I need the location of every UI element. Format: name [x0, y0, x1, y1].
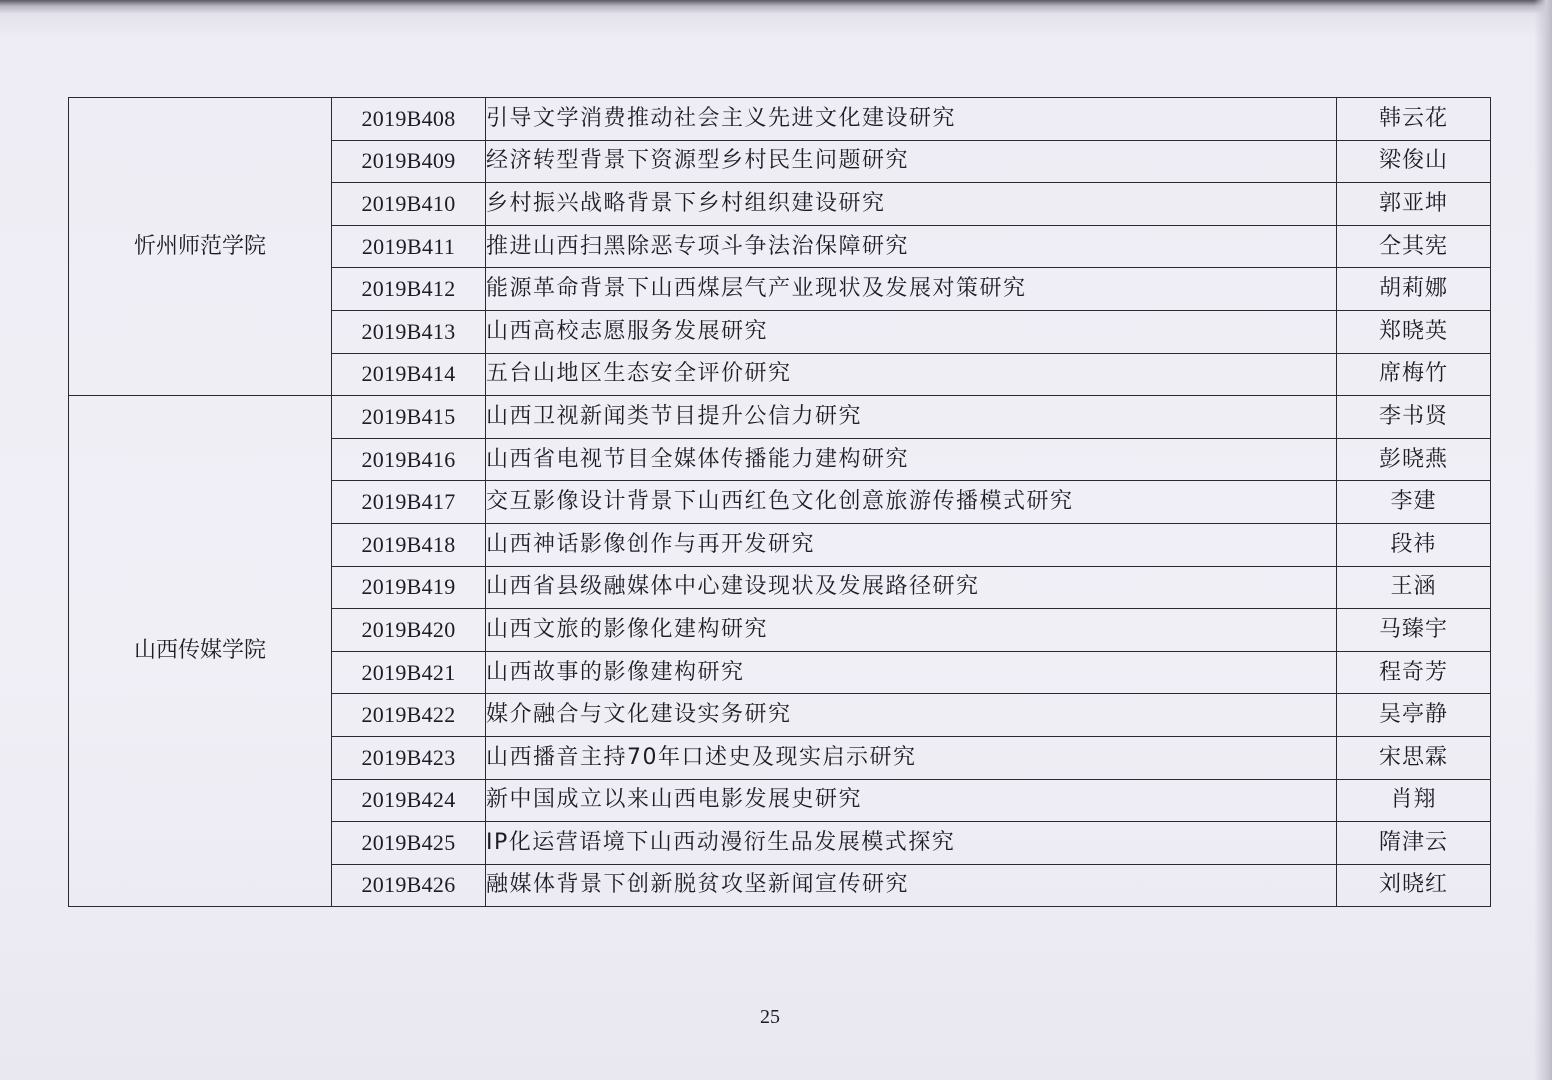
project-leader-cell: 韩云花: [1337, 98, 1491, 141]
project-title-cell: 山西省县级融媒体中心建设现状及发展路径研究: [486, 566, 1337, 609]
project-title-cell: 五台山地区生态安全评价研究: [486, 353, 1337, 396]
project-leader-cell: 宋思霖: [1337, 736, 1491, 779]
project-title-cell: 山西卫视新闻类节目提升公信力研究: [486, 396, 1337, 439]
project-leader-cell: 马臻宇: [1337, 609, 1491, 652]
project-title-cell: 山西文旅的影像化建构研究: [486, 609, 1337, 652]
table-row: [69, 98, 1491, 141]
project-title-cell: 能源革命背景下山西煤层气产业现状及发展对策研究: [486, 268, 1337, 311]
project-code-cell: 2019B409: [332, 140, 486, 183]
project-code-cell: 2019B420: [332, 609, 486, 652]
project-leader-cell: 吴亭静: [1337, 694, 1491, 737]
project-title-cell: 山西神话影像创作与再开发研究: [486, 523, 1337, 566]
project-title-cell: 乡村振兴战略背景下乡村组织建设研究: [486, 183, 1337, 226]
project-code-cell: 2019B424: [332, 779, 486, 822]
institution-cell: 山西传媒学院: [69, 396, 332, 907]
institution-cell: 忻州师范学院: [69, 98, 332, 396]
project-leader-cell: 郑晓英: [1337, 310, 1491, 353]
project-code-cell: 2019B423: [332, 736, 486, 779]
project-leader-cell: 彭晓燕: [1337, 438, 1491, 481]
project-title-cell: 山西播音主持70年口述史及现实启示研究: [486, 736, 1337, 779]
project-leader-cell: 仝其宪: [1337, 225, 1491, 268]
project-code-cell: 2019B413: [332, 310, 486, 353]
table-row: [69, 396, 1491, 439]
project-leader-cell: 王涵: [1337, 566, 1491, 609]
project-code-cell: 2019B414: [332, 353, 486, 396]
project-title-cell: 山西省电视节目全媒体传播能力建构研究: [486, 438, 1337, 481]
project-leader-cell: 郭亚坤: [1337, 183, 1491, 226]
project-leader-cell: 席梅竹: [1337, 353, 1491, 396]
project-title-cell: 山西高校志愿服务发展研究: [486, 310, 1337, 353]
project-title-cell: IP化运营语境下山西动漫衍生品发展模式探究: [486, 822, 1337, 865]
project-title-cell: 推进山西扫黑除恶专项斗争法治保障研究: [486, 225, 1337, 268]
page-number: 25: [760, 1006, 780, 1028]
project-code-cell: 2019B412: [332, 268, 486, 311]
project-title-cell: 经济转型背景下资源型乡村民生问题研究: [486, 140, 1337, 183]
project-code-cell: 2019B411: [332, 225, 486, 268]
project-leader-cell: 胡莉娜: [1337, 268, 1491, 311]
scan-right-edge: [1534, 0, 1552, 1080]
project-code-cell: 2019B410: [332, 183, 486, 226]
project-title-cell: 新中国成立以来山西电影发展史研究: [486, 779, 1337, 822]
project-title-cell: 媒介融合与文化建设实务研究: [486, 694, 1337, 737]
project-code-cell: 2019B422: [332, 694, 486, 737]
project-table: [68, 97, 1491, 907]
project-code-cell: 2019B426: [332, 864, 486, 907]
project-leader-cell: 段祎: [1337, 523, 1491, 566]
project-code-cell: 2019B416: [332, 438, 486, 481]
project-leader-cell: 李书贤: [1337, 396, 1491, 439]
project-code-cell: 2019B425: [332, 822, 486, 865]
project-title-cell: 山西故事的影像建构研究: [486, 651, 1337, 694]
project-leader-cell: 程奇芳: [1337, 651, 1491, 694]
project-code-cell: 2019B421: [332, 651, 486, 694]
project-title-cell: 融媒体背景下创新脱贫攻坚新闻宣传研究: [486, 864, 1337, 907]
project-leader-cell: 隋津云: [1337, 822, 1491, 865]
project-code-cell: 2019B418: [332, 523, 486, 566]
project-code-cell: 2019B408: [332, 98, 486, 141]
project-leader-cell: 刘晓红: [1337, 864, 1491, 907]
project-leader-cell: 肖翔: [1337, 779, 1491, 822]
project-table-body: [69, 98, 1491, 907]
project-title-cell: 引导文学消费推动社会主义先进文化建设研究: [486, 98, 1337, 141]
project-leader-cell: 梁俊山: [1337, 140, 1491, 183]
project-code-cell: 2019B417: [332, 481, 486, 524]
scan-top-shadow: [0, 0, 1552, 14]
project-code-cell: 2019B415: [332, 396, 486, 439]
project-leader-cell: 李建: [1337, 481, 1491, 524]
project-code-cell: 2019B419: [332, 566, 486, 609]
project-title-cell: 交互影像设计背景下山西红色文化创意旅游传播模式研究: [486, 481, 1337, 524]
